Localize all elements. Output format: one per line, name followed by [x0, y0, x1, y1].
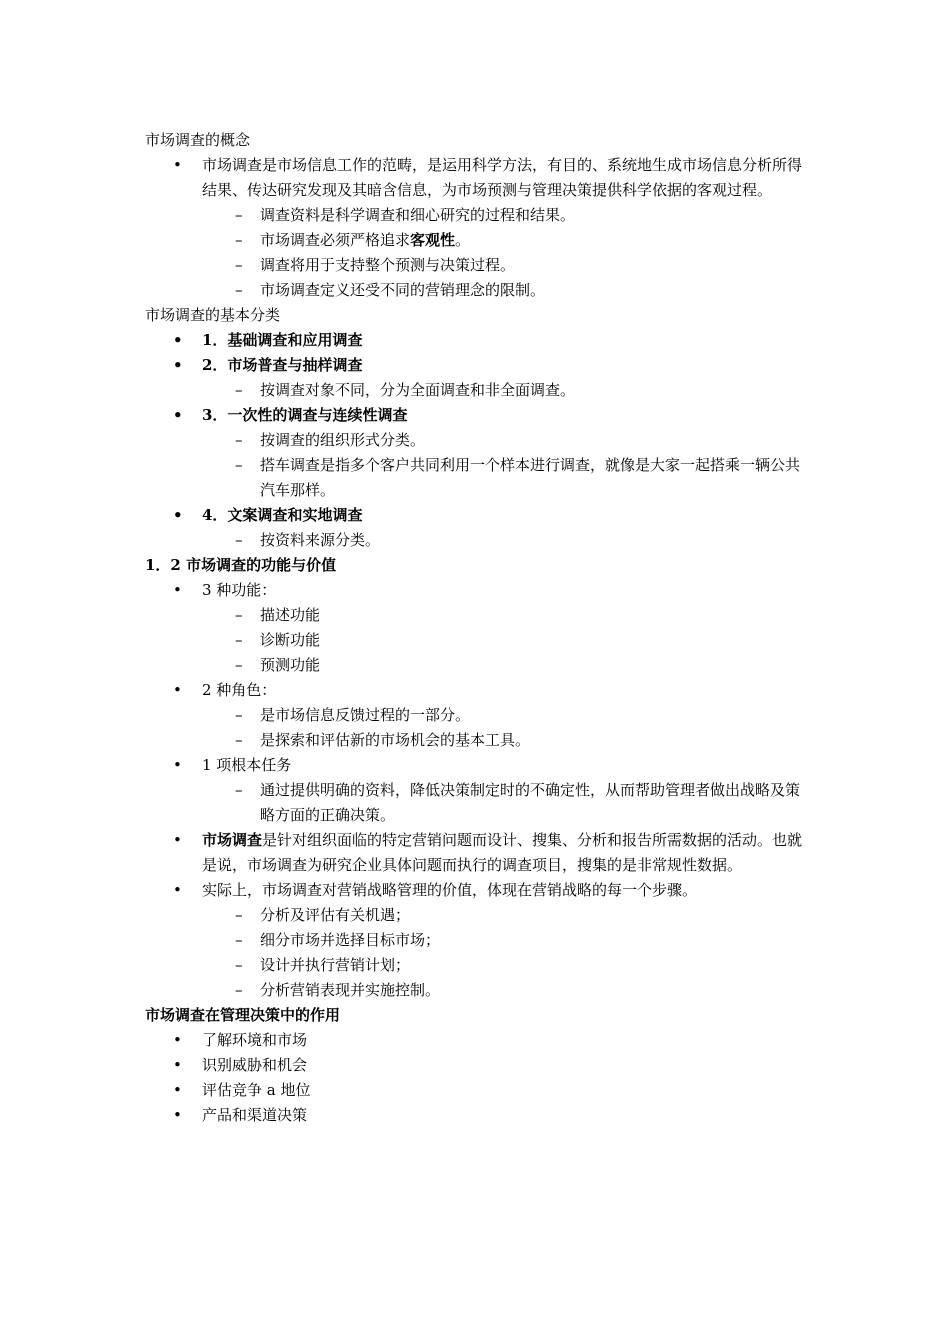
- dash-marker: –: [235, 431, 243, 449]
- emphasis-market-research: 市场调查: [202, 831, 263, 849]
- dash-marker: –: [235, 781, 243, 799]
- list-item: • 4．文案调查和实地调查: [145, 503, 805, 528]
- bullet-marker: •: [173, 831, 182, 849]
- sub-list-item: – 按调查对象不同，分为全面调查和非全面调查。: [145, 378, 805, 403]
- sub-list-item: – 按调查的组织形式分类。: [145, 428, 805, 453]
- list-item: • 1 项根本任务: [145, 753, 805, 778]
- list-item: • 了解环境和市场: [145, 1028, 805, 1053]
- list-item: • 2．市场普查与抽样调查: [145, 353, 805, 378]
- bullet-marker: •: [173, 331, 183, 349]
- sub-list-item: – 市场调查定义还受不同的营销理念的限制。: [145, 278, 805, 303]
- dash-marker: –: [235, 256, 243, 274]
- sub-list-item: – 预测功能: [145, 653, 805, 678]
- dash-marker: –: [235, 931, 243, 949]
- dash-marker: –: [235, 231, 243, 249]
- list-item: • 市场调查是针对组织面临的特定营销问题而设计、搜集、分析和报告所需数据的活动。也就是说，市场调查为研究企业具体问题而执行的调查项目，搜集的是非常规性数据。: [145, 828, 805, 878]
- list-item: • 市场调查是市场信息工作的范畴，是运用科学方法，有目的、系统地生成市场信息分析所得结果、传达研究发现及其暗含信息，为市场预测与管理决策提供科学依据的客观过程。: [145, 153, 805, 203]
- sub-list-item: – 通过提供明确的资料，降低决策制定时的不确定性，从而帮助管理者做出战略及策略方面的正确决策。: [145, 778, 805, 828]
- dash-marker: –: [235, 906, 243, 924]
- bullet-marker: •: [173, 681, 182, 699]
- sub-list-item: – 分析及评估有关机遇；: [145, 903, 805, 928]
- sub-list-item: – 调查将用于支持整个预测与决策过程。: [145, 253, 805, 278]
- section-title-classification: 市场调查的基本分类: [145, 306, 281, 324]
- bullet-marker: •: [173, 756, 182, 774]
- sub-list-item: – 描述功能: [145, 603, 805, 628]
- list-item: • 识别威胁和机会: [145, 1053, 805, 1078]
- bullet-marker: •: [173, 156, 182, 174]
- sub-list-item: – 细分市场并选择目标市场；: [145, 928, 805, 953]
- sub-list-item: – 按资料来源分类。: [145, 528, 805, 553]
- list-item: • 3 种功能：: [145, 578, 805, 603]
- list-item: • 实际上，市场调查对营销战略管理的价值，体现在营销战略的每一个步骤。: [145, 878, 805, 903]
- dash-marker: –: [235, 981, 243, 999]
- bullet-marker: •: [173, 1106, 182, 1124]
- sub-list-item: – 是市场信息反馈过程的一部分。: [145, 703, 805, 728]
- bullet-marker: •: [173, 356, 183, 374]
- bullet-marker: •: [173, 1031, 182, 1049]
- bullet-marker: •: [173, 1056, 182, 1074]
- document-body: [145, 128, 825, 1128]
- sub-list-item: – 诊断功能: [145, 628, 805, 653]
- dash-marker: –: [235, 281, 243, 299]
- sub-list-item: – 搭车调查是指多个客户共同利用一个样本进行调查，就像是大家一起搭乘一辆公共汽车那样。: [145, 453, 805, 503]
- list-item: • 评估竞争 a 地位: [145, 1078, 805, 1103]
- dash-marker: –: [235, 531, 243, 549]
- sub-list-item: – 是探索和评估新的市场机会的基本工具。: [145, 728, 805, 753]
- section-title-role: 市场调查在管理决策中的作用: [145, 1006, 341, 1024]
- dash-marker: –: [235, 656, 243, 674]
- sub-list-item: – 市场调查必须严格追求客观性。: [145, 228, 805, 253]
- dash-marker: –: [235, 706, 243, 724]
- section-title-concept: 市场调查的概念: [145, 131, 251, 149]
- emphasis-objectivity: 客观性: [410, 231, 456, 249]
- list-item: • 产品和渠道决策: [145, 1103, 805, 1128]
- bullet-marker: •: [173, 406, 183, 424]
- sub-list-item: – 调查资料是科学调查和细心研究的过程和结果。: [145, 203, 805, 228]
- bullet-marker: •: [173, 881, 182, 899]
- dash-marker: –: [235, 381, 243, 399]
- dash-marker: –: [235, 606, 243, 624]
- section-title-functions: 1．2 市场调查的功能与价值: [145, 556, 337, 574]
- dash-marker: –: [235, 631, 243, 649]
- sub-list-item: – 设计并执行营销计划；: [145, 953, 805, 978]
- dash-marker: –: [235, 731, 243, 749]
- dash-marker: –: [235, 456, 243, 474]
- dash-marker: –: [235, 206, 243, 224]
- sub-list-item: – 分析营销表现并实施控制。: [145, 978, 805, 1003]
- bullet-marker: •: [173, 581, 182, 599]
- list-item: • 3．一次性的调查与连续性调查: [145, 403, 805, 428]
- bullet-marker: •: [173, 506, 183, 524]
- list-item: • 1．基础调查和应用调查: [145, 328, 805, 353]
- dash-marker: –: [235, 956, 243, 974]
- bullet-marker: •: [173, 1081, 182, 1099]
- list-item: • 2 种角色：: [145, 678, 805, 703]
